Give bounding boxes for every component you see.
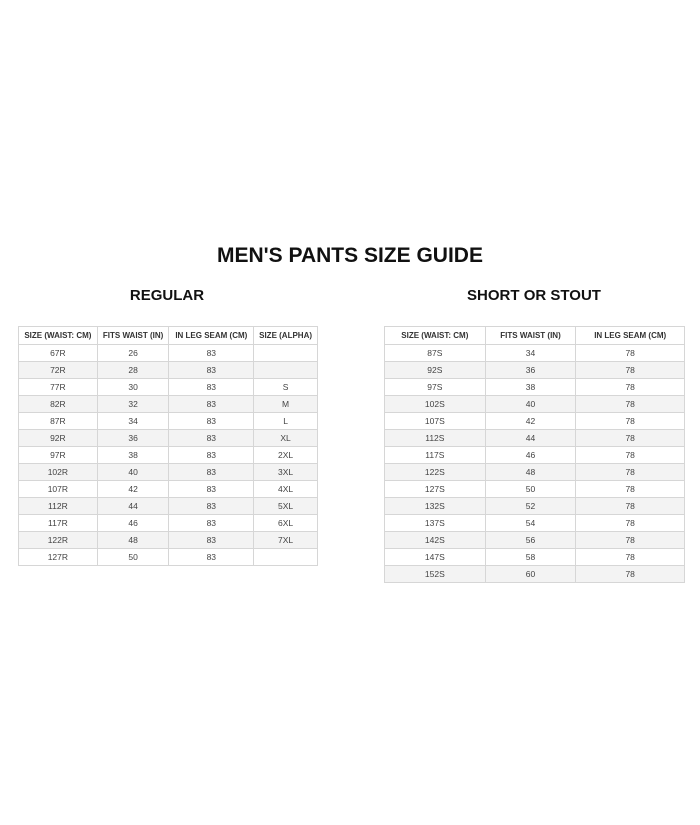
table-row [19, 515, 318, 532]
table-cell: 132S [385, 498, 486, 515]
table-cell: 82R [19, 396, 98, 413]
table-cell: 42 [485, 413, 576, 430]
column-header: FITS WAIST (IN) [97, 327, 169, 345]
table-cell: 92R [19, 430, 98, 447]
column-header: SIZE (WAIST: CM) [385, 327, 486, 345]
table-cell: 50 [97, 549, 169, 566]
table-cell: 34 [97, 413, 169, 430]
table-cell: 78 [576, 566, 685, 583]
table-cell: 56 [485, 532, 576, 549]
table-cell: 83 [169, 396, 254, 413]
table-row [385, 396, 685, 413]
table-cell: 77R [19, 379, 98, 396]
table-cell: 97S [385, 379, 486, 396]
table-row [19, 464, 318, 481]
table-cell: 127R [19, 549, 98, 566]
table-cell: 40 [485, 396, 576, 413]
table-cell: 122S [385, 464, 486, 481]
column-header: FITS WAIST (IN) [485, 327, 576, 345]
table-cell: M [254, 396, 318, 413]
table-cell [254, 345, 318, 362]
table-cell: 83 [169, 345, 254, 362]
table-cell: 78 [576, 396, 685, 413]
table-cell: 97R [19, 447, 98, 464]
table-cell: 83 [169, 464, 254, 481]
table-cell: 83 [169, 532, 254, 549]
table-cell: 92S [385, 362, 486, 379]
table-row [385, 345, 685, 362]
table-cell: 78 [576, 464, 685, 481]
table-cell: 78 [576, 345, 685, 362]
table-cell: 137S [385, 515, 486, 532]
short-heading: SHORT OR STOUT [467, 287, 601, 304]
table-cell: 52 [485, 498, 576, 515]
table-cell: 127S [385, 481, 486, 498]
table-cell: L [254, 413, 318, 430]
regular-size-table [18, 326, 318, 566]
column-header: SIZE (WAIST: CM) [19, 327, 98, 345]
table-row [19, 447, 318, 464]
table-cell: 4XL [254, 481, 318, 498]
column-header: SIZE (ALPHA) [254, 327, 318, 345]
table-cell: 40 [97, 464, 169, 481]
table-cell: 102R [19, 464, 98, 481]
table-row [385, 464, 685, 481]
page-title: MEN'S PANTS SIZE GUIDE [217, 244, 483, 267]
table-cell: 87R [19, 413, 98, 430]
table-cell: 72R [19, 362, 98, 379]
table-cell: 83 [169, 549, 254, 566]
table-cell: 83 [169, 430, 254, 447]
table-cell: 36 [485, 362, 576, 379]
table-cell: 44 [97, 498, 169, 515]
table-cell: 67R [19, 345, 98, 362]
table-row [19, 481, 318, 498]
table-cell: 78 [576, 498, 685, 515]
table-cell: 83 [169, 515, 254, 532]
table-cell: 6XL [254, 515, 318, 532]
table-cell [254, 362, 318, 379]
table-row [385, 362, 685, 379]
table-row [385, 549, 685, 566]
table-row [385, 447, 685, 464]
short-size-table [384, 326, 685, 583]
table-cell: S [254, 379, 318, 396]
column-header: IN LEG SEAM (CM) [576, 327, 685, 345]
table-row [19, 430, 318, 447]
table-cell [254, 549, 318, 566]
table-cell: 42 [97, 481, 169, 498]
table-cell: 26 [97, 345, 169, 362]
table-cell: 112S [385, 430, 486, 447]
table-cell: 30 [97, 379, 169, 396]
table-row [19, 396, 318, 413]
table-row [19, 345, 318, 362]
table-cell: 44 [485, 430, 576, 447]
table-cell: 83 [169, 379, 254, 396]
table-cell: 32 [97, 396, 169, 413]
table-cell: 83 [169, 498, 254, 515]
table-cell: 46 [485, 447, 576, 464]
table-cell: XL [254, 430, 318, 447]
table-cell: 38 [485, 379, 576, 396]
table-cell: 78 [576, 532, 685, 549]
table-cell: 60 [485, 566, 576, 583]
table-cell: 78 [576, 430, 685, 447]
table-row [19, 413, 318, 430]
table-cell: 107S [385, 413, 486, 430]
table-cell: 5XL [254, 498, 318, 515]
table-row [385, 532, 685, 549]
table-cell: 48 [97, 532, 169, 549]
table-cell: 102S [385, 396, 486, 413]
table-row [385, 515, 685, 532]
table-cell: 48 [485, 464, 576, 481]
table-cell: 38 [97, 447, 169, 464]
table-row [19, 498, 318, 515]
table-row [385, 379, 685, 396]
table-cell: 78 [576, 413, 685, 430]
table-cell: 83 [169, 447, 254, 464]
table-cell: 78 [576, 362, 685, 379]
table-cell: 3XL [254, 464, 318, 481]
table-row [385, 481, 685, 498]
table-cell: 78 [576, 549, 685, 566]
table-cell: 34 [485, 345, 576, 362]
table-cell: 142S [385, 532, 486, 549]
table-cell: 122R [19, 532, 98, 549]
table-cell: 117S [385, 447, 486, 464]
table-cell: 87S [385, 345, 486, 362]
table-cell: 78 [576, 379, 685, 396]
table-row [19, 549, 318, 566]
table-cell: 112R [19, 498, 98, 515]
table-row [19, 379, 318, 396]
table-cell: 54 [485, 515, 576, 532]
table-cell: 7XL [254, 532, 318, 549]
table-cell: 78 [576, 481, 685, 498]
table-cell: 58 [485, 549, 576, 566]
table-cell: 83 [169, 481, 254, 498]
table-cell: 46 [97, 515, 169, 532]
table-row [385, 498, 685, 515]
table-cell: 117R [19, 515, 98, 532]
table-row [385, 430, 685, 447]
table-row [385, 566, 685, 583]
table-cell: 50 [485, 481, 576, 498]
table-cell: 147S [385, 549, 486, 566]
regular-heading: REGULAR [129, 287, 205, 304]
table-cell: 83 [169, 413, 254, 430]
table-cell: 78 [576, 515, 685, 532]
table-cell: 78 [576, 447, 685, 464]
table-cell: 2XL [254, 447, 318, 464]
table-row [19, 362, 318, 379]
table-cell: 28 [97, 362, 169, 379]
table-row [19, 532, 318, 549]
table-cell: 107R [19, 481, 98, 498]
column-header: IN LEG SEAM (CM) [169, 327, 254, 345]
table-cell: 83 [169, 362, 254, 379]
table-cell: 36 [97, 430, 169, 447]
table-row [385, 413, 685, 430]
table-cell: 152S [385, 566, 486, 583]
